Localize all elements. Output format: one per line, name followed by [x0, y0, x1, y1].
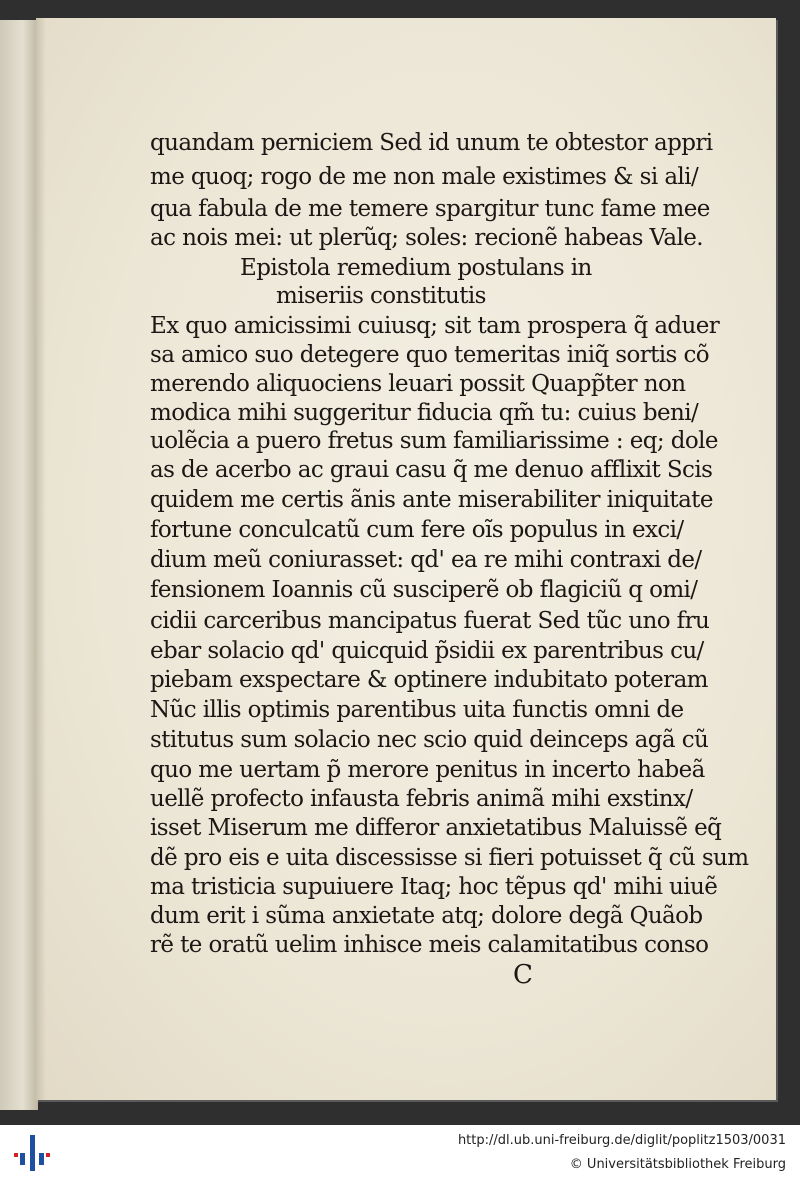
- text-line: me quoq; rogo de me non male existimes & si ali/: [150, 164, 699, 190]
- text-line: merendo aliquociens leuari possit Quapp̃ter non: [150, 371, 686, 397]
- text-line: isset Miserum me differor anxietatibus Maluissẽ eq̃: [150, 815, 722, 841]
- text-line: quo me uertam p̃ merore penitus in incerto habeã: [150, 757, 705, 783]
- text-line: ma tristicia supuiuere Itaq; hoc tẽpus qd' mihi uiuẽ: [150, 874, 718, 900]
- text-line: Nũc illis optimis parentibus uita functis omni de: [150, 697, 684, 723]
- text-line: stitutus sum solacio nec scio quid deinceps agã cũ: [150, 727, 709, 753]
- text-line: dum erit i sũma anxietate atq; dolore degã Quãob: [150, 903, 703, 929]
- document-url-link[interactable]: http://dl.ub.uni-freiburg.de/diglit/poplitz1503/0031: [457, 1133, 786, 1148]
- text-line: uellẽ profecto infausta febris animã mihi exstinx/: [150, 786, 693, 812]
- text-line: quidem me certis ãnis ante miserabiliter iniquitate: [150, 487, 713, 513]
- text-line: dium meũ coniurasset: qd' ea re mihi contraxi de/: [150, 547, 702, 573]
- text-line: fortune conculcatũ cum fere oĩs populus in exci/: [150, 517, 684, 543]
- text-line: Ex quo amicissimi cuiusq; sit tam prospera q̃ aduer: [150, 313, 720, 339]
- section-heading: Epistola remedium postulans in: [240, 255, 592, 281]
- signature-mark: C: [513, 960, 533, 990]
- text-line: fensionem Ioannis cũ susciperẽ ob flagiciũ q omi/: [150, 577, 698, 603]
- page-gutter-shadow: [36, 18, 46, 1100]
- viewer-footer: [0, 1125, 800, 1181]
- text-line: modica mihi suggeritur fiducia qm̃ tu: cuius beni/: [150, 400, 699, 426]
- university-library-logo-icon: [12, 1133, 52, 1173]
- facing-page-edge: [0, 20, 38, 1110]
- text-line: qua fabula de me temere spargitur tunc fame mee: [150, 196, 710, 222]
- text-line: rẽ te oratũ uelim inhisce meis calamitatibus conso: [150, 932, 709, 958]
- text-line: uolẽcia a puero fretus sum familiarissime : eq; dole: [150, 428, 718, 454]
- text-line: quandam perniciem Sed id unum te obtestor appri: [150, 130, 713, 156]
- text-line: ac nois mei: ut plerũq; soles: recionẽ habeas Vale.: [150, 225, 704, 251]
- text-line: piebam exspectare & optinere indubitato poteram: [150, 667, 708, 693]
- text-line: sa amico suo detegere quo temeritas iniq̃ sortis cõ: [150, 342, 709, 368]
- text-line: cidii carceribus mancipatus fuerat Sed tũc uno fru: [150, 608, 710, 634]
- section-heading-cont: miseriis constitutis: [276, 283, 486, 309]
- copyright-notice: © Universitätsbibliothek Freiburg: [569, 1157, 786, 1172]
- text-line: dẽ pro eis e uita discessisse si fieri potuisset q̃ cũ sum: [150, 845, 749, 871]
- text-line: as de acerbo ac graui casu q̃ me denuo afflixit Scis: [150, 457, 713, 483]
- text-line: ebar solacio qd' quicquid p̃sidii ex parentribus cu/: [150, 638, 704, 664]
